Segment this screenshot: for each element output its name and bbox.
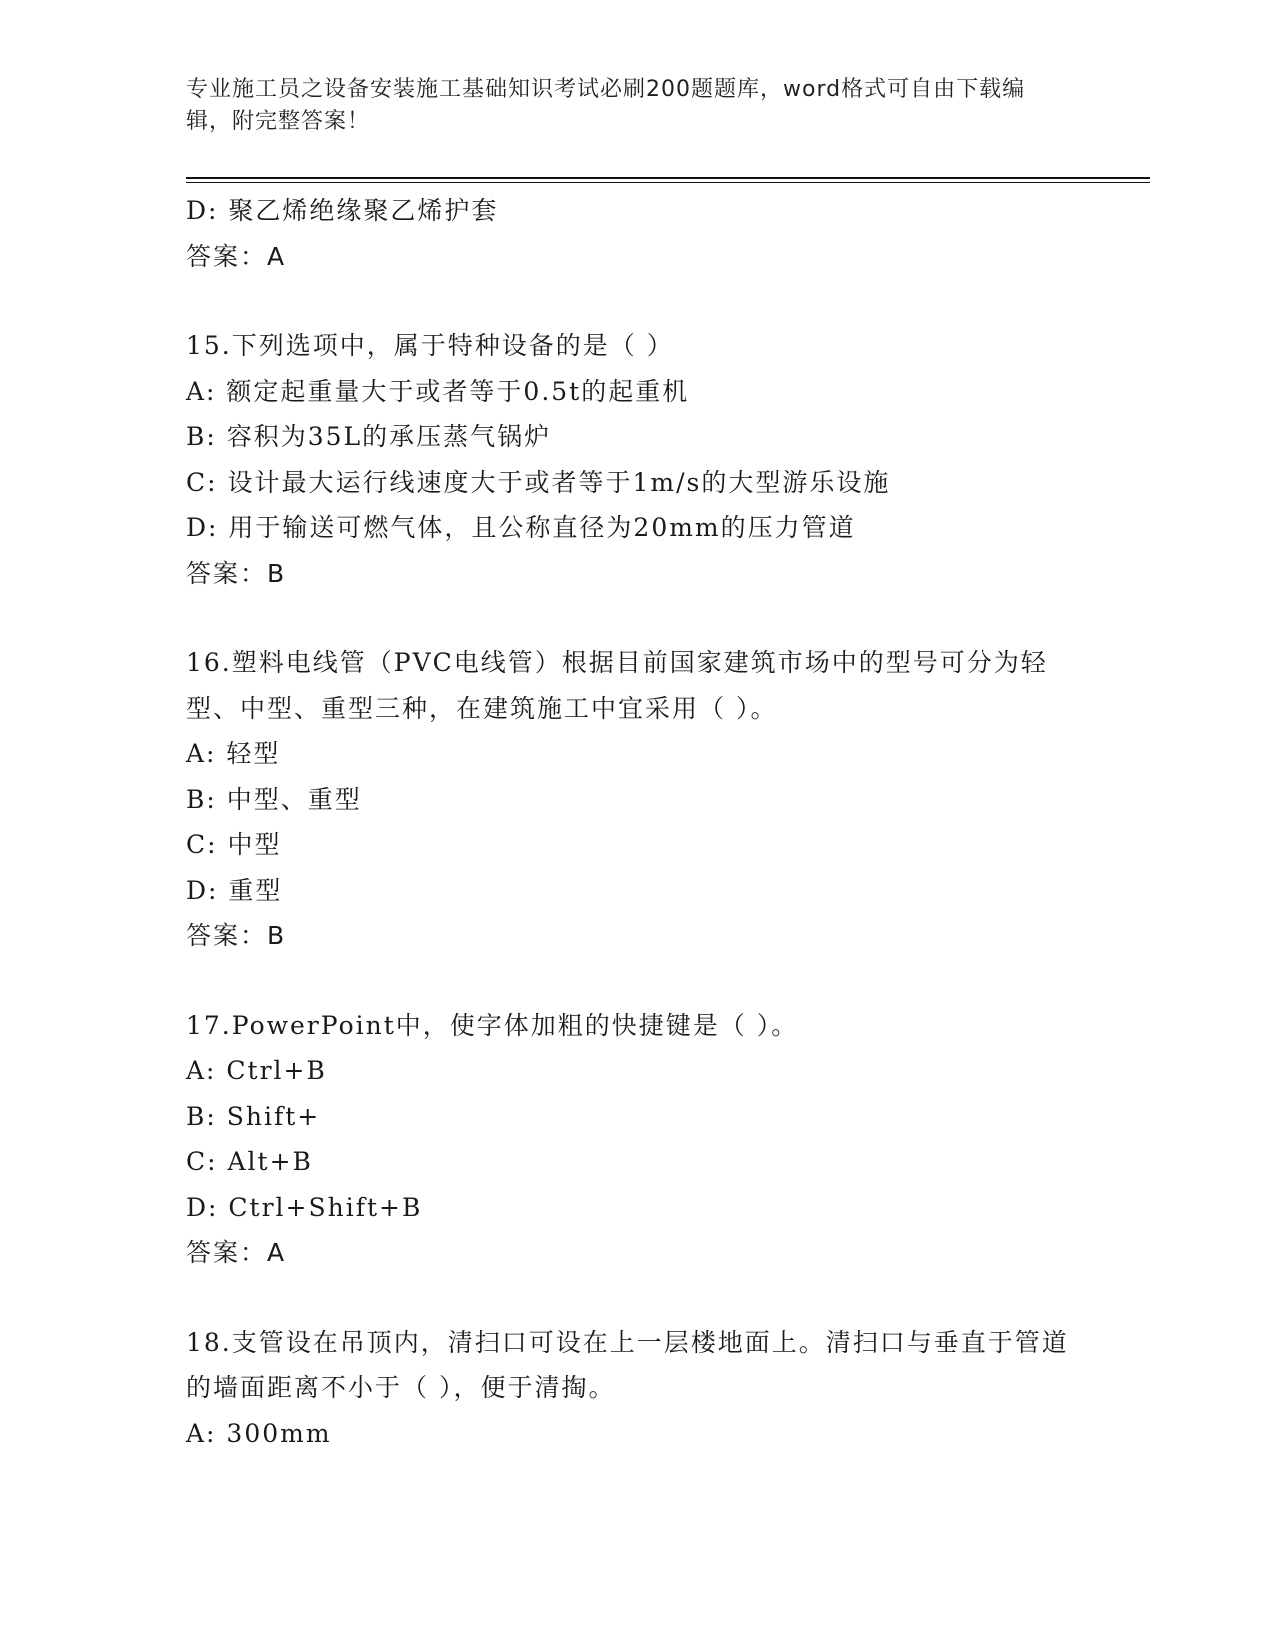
spacer [186, 279, 1086, 323]
spacer [186, 959, 1086, 1003]
document-header: 专业施工员之设备安装施工基础知识考试必刷200题题库，word格式可自由下载编辑，附完整答案！ [186, 77, 1026, 134]
option-c: C: 设计最大运行线速度大于或者等于1m/s的大型游乐设施 [186, 467, 891, 497]
option-a: A: 轻型 [186, 739, 281, 768]
option-c: C: Alt+B [186, 1147, 313, 1176]
answer-line: 答案：B [186, 921, 287, 950]
document-body [186, 188, 1086, 1456]
option-b: B: 容积为35L的承压蒸气锅炉 [186, 422, 552, 451]
question-stem: 16.塑料电线管（PVC电线管）根据目前国家建筑市场中的型号可分为轻型、中型、重型三种，在建筑施工中宜采用（ ）。 [186, 648, 1048, 723]
question-stem: 18.支管设在吊顶内，清扫口可设在上一层楼地面上。清扫口与垂直于管道的墙面距离不小于（ ），便于清掏。 [186, 1327, 1069, 1402]
answer-line: 答案：A [186, 241, 287, 271]
question-16 [186, 640, 1086, 959]
question-stem: 15.下列选项中，属于特种设备的是（ ） [186, 331, 674, 360]
option-d: D: 重型 [186, 875, 283, 905]
answer-line: 答案：A [186, 1238, 287, 1267]
option-a: A: 300mm [186, 1418, 332, 1448]
question-18 [186, 1320, 1086, 1457]
spacer [186, 1276, 1086, 1320]
option-b: B: Shift+ [186, 1101, 321, 1131]
option-a: A: Ctrl+B [186, 1056, 327, 1085]
spacer [186, 596, 1086, 640]
option-c: C: 中型 [186, 830, 282, 859]
option-d: D: Ctrl+Shift+B [186, 1192, 423, 1222]
option-d: D: 聚乙烯绝缘聚乙烯护套 [186, 196, 499, 225]
question-stem: 17.PowerPoint中，使字体加粗的快捷键是（ ）。 [186, 1010, 799, 1040]
answer-line: 答案：B [186, 558, 287, 588]
option-d: D: 用于输送可燃气体，且公称直径为20mm的压力管道 [186, 513, 856, 542]
header-rule-thin [186, 182, 1150, 183]
question-15 [186, 323, 1086, 596]
option-b: B: 中型、重型 [186, 784, 362, 814]
question-17 [186, 1003, 1086, 1276]
header-rule-thick [186, 177, 1150, 179]
option-a: A: 额定起重量大于或者等于0.5t的起重机 [186, 376, 690, 406]
